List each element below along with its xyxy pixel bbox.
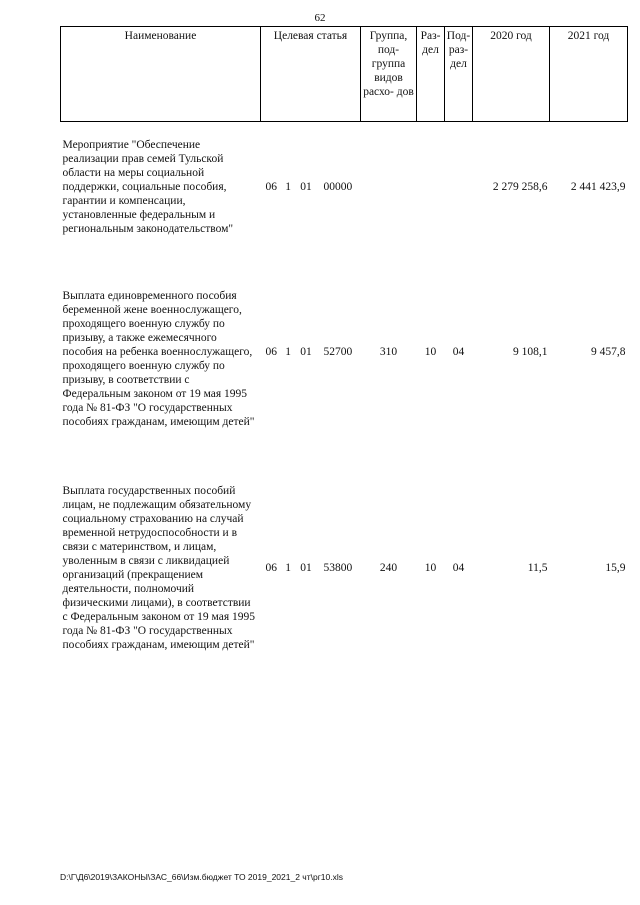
table-row: [61, 122, 628, 252]
row-2021: 2 441 423,9: [570, 180, 626, 193]
row-target: [261, 252, 361, 452]
row-2021: 9 457,8: [591, 345, 626, 358]
row-section: 10: [424, 345, 437, 358]
row-2021: 15,9: [605, 561, 626, 574]
cs-direction: 52700: [323, 345, 353, 358]
row-subsection: 04: [452, 561, 465, 574]
row-2020: 11,5: [527, 561, 548, 574]
cs-subprogram: 1: [285, 345, 291, 358]
cs-event: 01: [300, 561, 312, 574]
row-target: [261, 452, 361, 684]
page-number: 62: [314, 12, 326, 24]
cs-subprogram: 1: [285, 180, 291, 193]
header-year-2020: 2020 год: [473, 27, 550, 122]
header-row: [61, 27, 628, 122]
cs-event: 01: [300, 345, 312, 358]
cs-program: 06: [265, 561, 277, 574]
cs-direction: 53800: [323, 561, 353, 574]
row-group: 240: [379, 561, 398, 574]
header-name: Наименование: [61, 27, 261, 122]
row-2020: 9 108,1: [513, 345, 548, 358]
table-row: [61, 252, 628, 452]
file-path-footer: D:\Г\Д6\2019\ЗАКОНЫ\ЗАС_66\Изм.бюджет ТО 2019_2021_2 чт\рг10.xls: [60, 872, 344, 882]
row-2020: 2 279 258,6: [492, 180, 548, 193]
cs-subprogram: 1: [285, 561, 291, 574]
header-year-2021: 2021 год: [550, 27, 628, 122]
header-target: Целевая статья: [261, 27, 361, 122]
row-target: [261, 122, 361, 252]
header-subsection: Под- раз- дел: [445, 27, 473, 122]
cs-program: 06: [265, 180, 277, 193]
row-name: Выплата единовременного пособия беременной жене военнослужащего, проходящего военную службу по призыву, а также ежемесячного пособия на ребенка военнослужащего, проходящего военную службу по призыву, в соответствии с Федеральным законом от 19 мая 1995 года № 81-ФЗ "О государственных пособиях гражданам, имеющим детей": [62, 289, 255, 428]
row-subsection: 04: [452, 345, 465, 358]
row-section: 10: [424, 561, 437, 574]
row-name: Выплата государственных пособий лицам, не подлежащим обязательному социальному страхованию на случай временной нетрудоспособности и в связи с материнством, и лицам, уволенным в связи с ликвидацией организаций (прекращением деятельности, полномочий физическими лицами), в соответствии с Федеральным законом от 19 мая 1995 года № 81-ФЗ "О государственных пособиях гражданам, имеющим детей": [62, 484, 256, 651]
row-name: Мероприятие "Обеспечение реализации прав семей Тульской области на меры социальной поддержки, социальные пособия, гарантии и компенсации, установленные федеральным и региональным законодательством": [62, 138, 234, 235]
header-section: Раз- дел: [417, 27, 445, 122]
header-group: Группа, под- группа видов расхо- дов: [361, 27, 417, 122]
cs-program: 06: [265, 345, 277, 358]
cs-event: 01: [300, 180, 312, 193]
table-row: [61, 452, 628, 684]
row-group: 310: [379, 345, 398, 358]
row-section: [417, 122, 445, 252]
budget-table: [60, 26, 628, 684]
row-group: [361, 122, 417, 252]
row-subsection: [445, 122, 473, 252]
cs-direction: 00000: [323, 180, 353, 193]
